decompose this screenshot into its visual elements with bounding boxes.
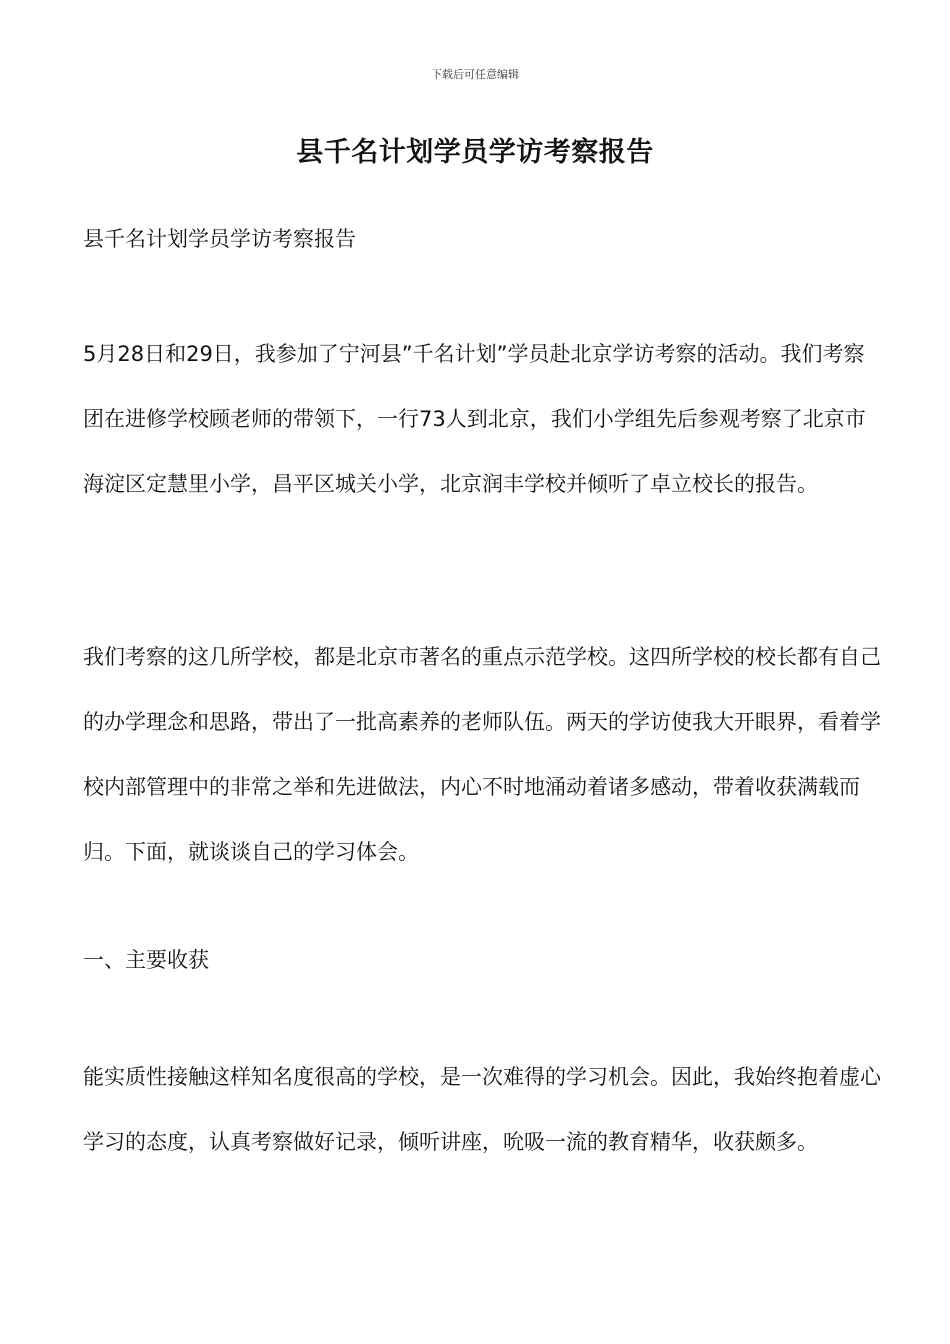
header-note: 下载后可任意编辑 [431,68,519,81]
document-subtitle: 县千名计划学员学访考察报告 [83,227,356,251]
paragraph-schools: 我们考察的这几所学校，都是北京市著名的重点示范学校。这四所学校的校长都有自己的办学理念和思路，带出了一批高素养的老师队伍。两天的学访使我大开眼界，看着学校内部管理中的非常之举和先进做法，内心不时地涌动着诸多感动，带着收获满载而归。下面，就谈谈自己的学习体会。 [83,645,881,864]
document-title: 县千名计划学员学访考察报告 [296,137,654,168]
paragraph-gains: 能实质性接触这样知名度很高的学校，是一次难得的学习机会。因此，我始终抱着虚心学习的态度，认真考察做好记录，倾听讲座，吮吸一流的教育精华，收获颇多。 [83,1065,881,1154]
section-heading: 一、主要收获 [83,948,209,972]
paragraph-intro: 5月28日和29日，我参加了宁河县”千名计划”学员赴北京学访考察的活动。我们考察团在进修学校顾老师的带领下，一行73人到北京，我们小学组先后参观考察了北京市海淀区定慧里小学，昌平区城关小学，北京润丰学校并倾听了卓立校长的报告。 [83,342,866,496]
